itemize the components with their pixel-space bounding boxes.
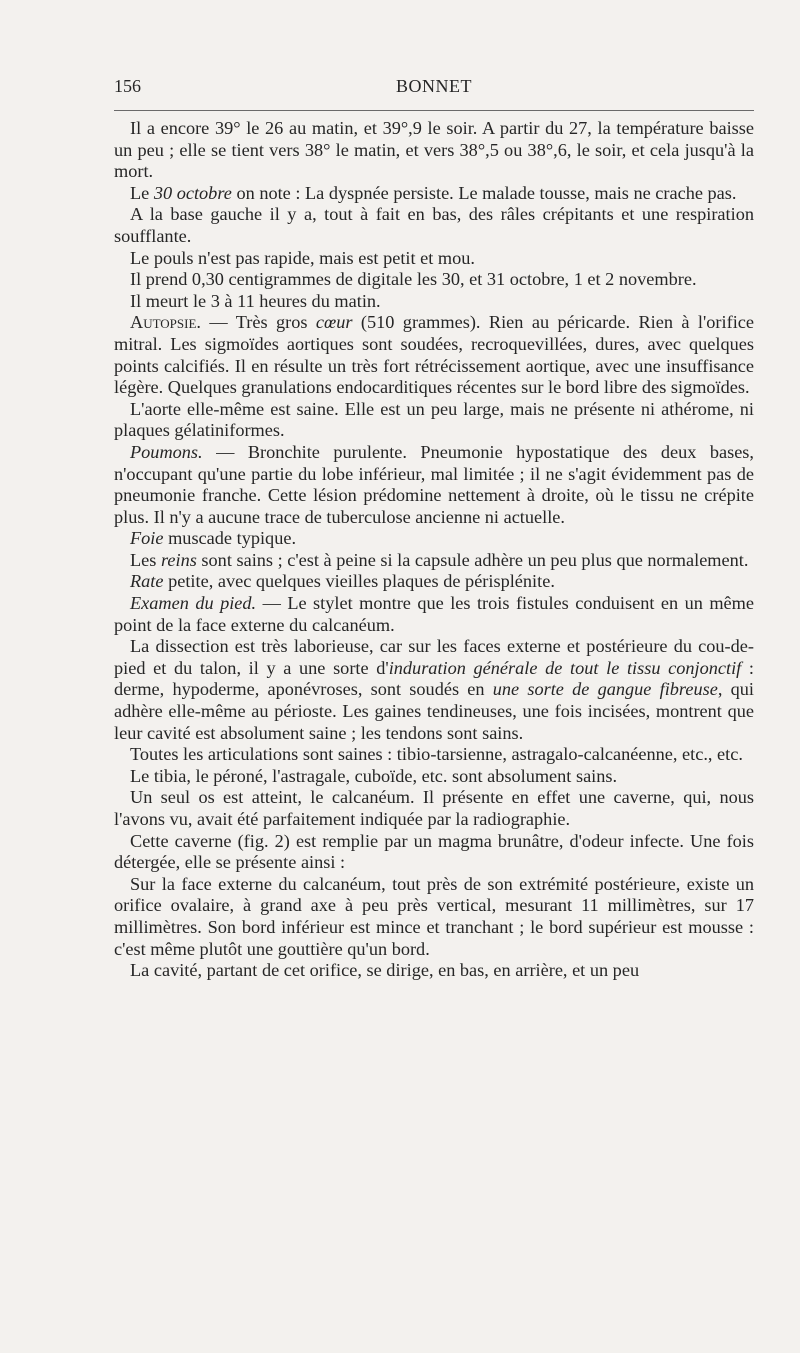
paragraph-dissection: La dissection est très laborieuse, car sur les faces externe et postérieure du cou-de-pied et du talon, il y a une sorte d'induration générale de tout le tissu conjonctif : derme, hypoderme, aponévroses, sont soudés en une sorte de gangue fibreuse, qui adhère elle-même au périoste. Les gaines tendineuses, une fois incisées, montrent que leur cavité est absolument saine ; les tendons sont sains. [114,636,754,743]
paragraph-dyspnee: Le 30 octobre on note : La dyspnée persiste. Le malade tousse, mais ne crache pas. [130,182,737,203]
page-number: 156 [114,76,141,96]
paragraph-poumons: Poumons. — Bronchite purulente. Pneumonie hypostatique des deux bases, n'occupant qu'une partie du lobe inférieur, mal limitée ; il ne s'agit évidemment pas de pneumonie franche. Cette lésion prédomine nettement à droite, où le tissu ne crépite plus. Il n'y a aucune trace de tuberculose ancienne ni actuelle. [114,441,754,527]
paragraph-caverne: Cette caverne (fig. 2) est remplie par un magma brunâtre, d'odeur infecte. Une fois détergée, elle se présente ainsi : [114,830,754,873]
header-rule [114,110,754,111]
paragraph-mort: Il meurt le 3 à 11 heures du matin. [130,290,381,311]
paragraph-autopsie: Autopsie. — Très gros cœur (510 grammes). Rien au péricarde. Rien à l'orifice mitral. Les sigmoïdes aortiques sont soudées, recroquevillées, dures, avec quelques points calcifiés. Il en résulte un très fort rétrécissement aortique, avec une insuffisance légère. Quelques granulations endocarditiques récentes sur le bord libre des sigmoïdes. [114,312,754,398]
paragraph-orifice: Sur la face externe du calcanéum, tout près de son extrémité postérieure, existe un orifice ovalaire, à grand axe à peu près vertical, mesurant 11 millimètres, sur 17 millimètres. Son bord inférieur est mince et tranchant ; le bord supérieur est mousse : c'est même plutôt une gouttière qu'un bord. [114,873,754,959]
paragraph-rate: Rate petite, avec quelques vieilles plaques de périsplénite. [130,571,555,592]
paragraph-os-sains: Le tibia, le péroné, l'astragale, cuboïde, etc. sont absolument sains. [130,765,618,786]
paragraph-pouls: Le pouls n'est pas rapide, mais est petit et mou. [130,247,475,268]
paragraph-base-gauche: A la base gauche il y a, tout à fait en bas, des râles crépitants et une respiration soufflante. [114,204,754,246]
paragraph-cavite: La cavité, partant de cet orifice, se dirige, en bas, en arrière, et un peu [130,960,640,981]
body-text [114,118,754,982]
running-title: BONNET [396,76,472,96]
paragraph-examen-pied: Examen du pied. — Le stylet montre que les trois fistules conduisent en un même point de la face externe du calcanéum. [114,593,754,635]
paragraph-digitale: Il prend 0,30 centigrammes de digitale les 30, et 31 octobre, 1 et 2 novembre. [130,269,697,290]
paragraph-temperature: Il a encore 39° le 26 au matin, et 39°,9 le soir. A partir du 27, la température baisse un peu ; elle se tient vers 38° le matin, et vers 38°,5 ou 38°,6, le soir, et cela jusqu'à la mort. [114,118,754,182]
paragraph-calcaneum: Un seul os est atteint, le calcanéum. Il présente en effet une caverne, qui, nous l'avons vu, avait été parfaitement indiquée par la radiographie. [114,787,754,829]
page-header [114,72,754,102]
paragraph-aorte: L'aorte elle-même est saine. Elle est un peu large, mais ne présente ni athérome, ni plaques gélatiniformes. [114,398,754,441]
paragraph-reins: Les reins sont sains ; c'est à peine si la capsule adhère un peu plus que normalement. [130,549,749,570]
paragraph-articulations: Toutes les articulations sont saines : tibio-tarsienne, astragalo-calcanéenne, etc., etc. [130,744,743,765]
paragraph-foie: Foie muscade typique. [130,528,297,549]
